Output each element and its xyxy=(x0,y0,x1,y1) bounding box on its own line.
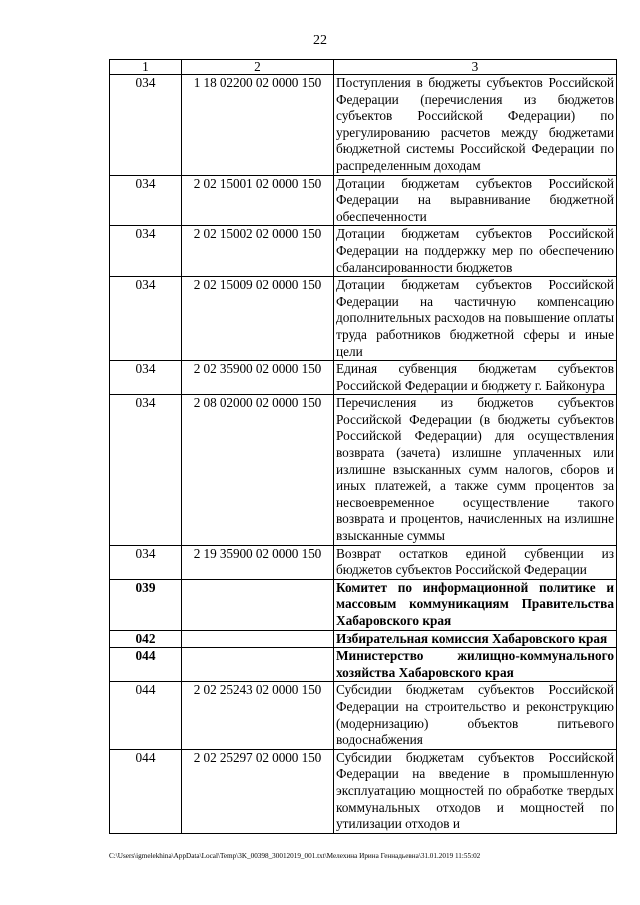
budget-code-cell: 2 02 25297 02 0000 150 xyxy=(182,749,334,833)
admin-code-cell: 034 xyxy=(110,277,182,361)
budget-code-cell: 2 02 15001 02 0000 150 xyxy=(182,175,334,226)
table-row xyxy=(110,630,617,648)
description-cell: Возврат остатков единой субвенции из бюджетов субъектов Российской Федерации xyxy=(334,545,617,579)
budget-code-cell: 2 02 15002 02 0000 150 xyxy=(182,226,334,277)
description-cell: Дотации бюджетам субъектов Российской Федерации на поддержку мер по обеспечению сбалансированности бюджетов xyxy=(334,226,617,277)
budget-code-cell: 2 08 02000 02 0000 150 xyxy=(182,395,334,545)
admin-code-cell: 034 xyxy=(110,395,182,545)
table-row xyxy=(110,648,617,682)
table-row xyxy=(110,579,617,630)
admin-code-cell: 044 xyxy=(110,682,182,749)
admin-code-cell: 034 xyxy=(110,175,182,226)
table-body xyxy=(110,75,617,834)
table-row xyxy=(110,749,617,833)
admin-code-cell: 034 xyxy=(110,545,182,579)
description-cell: Единая субвенция бюджетам субъектов Российской Федерации и бюджету г. Байконура xyxy=(334,361,617,395)
table-row xyxy=(110,75,617,176)
admin-code-cell: 042 xyxy=(110,630,182,648)
admin-code-cell: 034 xyxy=(110,226,182,277)
admin-code-cell: 044 xyxy=(110,749,182,833)
table-row xyxy=(110,545,617,579)
column-header-3: 3 xyxy=(334,60,617,75)
admin-code-cell: 034 xyxy=(110,361,182,395)
budget-code-cell: 2 02 35900 02 0000 150 xyxy=(182,361,334,395)
description-cell: Дотации бюджетам субъектов Российской Федерации на выравнивание бюджетной обеспеченности xyxy=(334,175,617,226)
table-row xyxy=(110,277,617,361)
budget-revenue-table xyxy=(109,59,617,834)
table-row xyxy=(110,361,617,395)
page-number: 22 xyxy=(313,33,327,48)
admin-code-cell: 044 xyxy=(110,648,182,682)
table-row xyxy=(110,226,617,277)
description-cell: Поступления в бюджеты субъектов Российской Федерации (перечисления из бюджетов субъектов Российской Федерации) по урегулированию расчетов между бюджетами бюджетной системы Российской Федерации по распределенным доходам xyxy=(334,75,617,176)
table-row xyxy=(110,175,617,226)
budget-code-cell: 2 02 15009 02 0000 150 xyxy=(182,277,334,361)
description-cell: Дотации бюджетам субъектов Российской Федерации на частичную компенсацию дополнительных расходов на повышение оплаты труда работников бюджетной сферы и иные цели xyxy=(334,277,617,361)
table-row xyxy=(110,682,617,749)
description-cell: Избирательная комиссия Хабаровского края xyxy=(334,630,617,648)
description-cell: Субсидии бюджетам субъектов Российской Федерации на строительство и реконструкцию (модернизацию) объектов питьевого водоснабжения xyxy=(334,682,617,749)
description-cell: Комитет по информационной политике и массовым коммуникациям Правительства Хабаровского края xyxy=(334,579,617,630)
budget-code-cell xyxy=(182,579,334,630)
description-cell: Субсидии бюджетам субъектов Российской Федерации на введение в промышленную эксплуатацию мощностей по обработке твердых коммунальных отходов и мощностей по утилизации отходов и xyxy=(334,749,617,833)
column-header-2: 2 xyxy=(182,60,334,75)
budget-code-cell: 2 02 25243 02 0000 150 xyxy=(182,682,334,749)
column-header-1: 1 xyxy=(110,60,182,75)
budget-code-cell xyxy=(182,648,334,682)
file-path-footer: C:\Users\igmelekhina\AppData\Local\Temp\3K_00398_30012019_001.txt\Мелехина Ирина Геннадьевна\31.01.2019 11:55:02 xyxy=(109,852,481,860)
budget-code-cell xyxy=(182,630,334,648)
budget-code-cell: 2 19 35900 02 0000 150 xyxy=(182,545,334,579)
table-header-row xyxy=(110,60,617,75)
budget-code-cell: 1 18 02200 02 0000 150 xyxy=(182,75,334,176)
admin-code-cell: 034 xyxy=(110,75,182,176)
description-cell: Министерство жилищно-коммунального хозяйства Хабаровского края xyxy=(334,648,617,682)
admin-code-cell: 039 xyxy=(110,579,182,630)
table-row xyxy=(110,395,617,545)
description-cell: Перечисления из бюджетов субъектов Российской Федерации (в бюджеты субъектов Российской Федерации) для осуществления возврата (зачета) излишне уплаченных или излишне взысканных сумм налогов, сборов и иных платежей, а также сумм процентов за несвоевременное осуществление такого возврата и процентов, начисленных на излишне взысканные суммы xyxy=(334,395,617,545)
